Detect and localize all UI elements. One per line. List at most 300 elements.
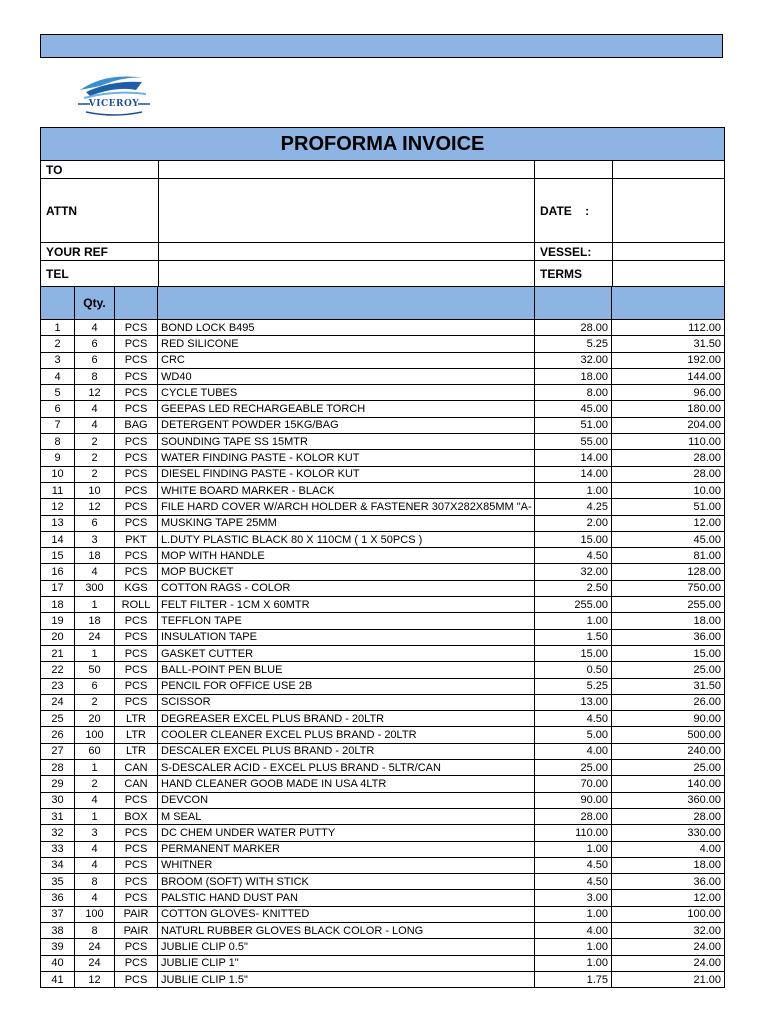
table-row bbox=[41, 352, 725, 368]
item-unit: PCS bbox=[115, 515, 158, 531]
item-description: TEFFLON TAPE bbox=[158, 613, 535, 629]
item-total: 128.00 bbox=[612, 564, 725, 580]
item-unit-price: 4.50 bbox=[535, 711, 612, 727]
item-total: 28.00 bbox=[612, 450, 725, 466]
table-row bbox=[41, 368, 725, 384]
item-number: 10 bbox=[41, 466, 75, 482]
item-total: 81.00 bbox=[612, 548, 725, 564]
item-description: PERMANENT MARKER bbox=[158, 841, 535, 857]
date-label: DATE : bbox=[535, 179, 613, 243]
item-qty: 8 bbox=[75, 874, 115, 890]
item-number: 27 bbox=[41, 743, 75, 759]
item-unit-price: 32.00 bbox=[535, 352, 612, 368]
item-unit: PCS bbox=[115, 385, 158, 401]
item-total: 45.00 bbox=[612, 531, 725, 547]
item-qty: 6 bbox=[75, 678, 115, 694]
item-total: 255.00 bbox=[612, 597, 725, 613]
item-unit-price: 0.50 bbox=[535, 662, 612, 678]
item-description: SCISSOR bbox=[158, 694, 535, 710]
item-description: RED SILICONE bbox=[158, 336, 535, 352]
item-description: MOP BUCKET bbox=[158, 564, 535, 580]
table-row bbox=[41, 564, 725, 580]
table-row bbox=[41, 760, 725, 776]
item-unit-price: 55.00 bbox=[535, 434, 612, 450]
item-unit: PCS bbox=[115, 466, 158, 482]
item-qty: 50 bbox=[75, 662, 115, 678]
item-total: 750.00 bbox=[612, 580, 725, 596]
col-price-header bbox=[535, 287, 612, 320]
item-unit-price: 70.00 bbox=[535, 776, 612, 792]
items-table bbox=[40, 286, 725, 988]
your-ref-label: YOUR REF bbox=[41, 243, 159, 261]
item-total: 204.00 bbox=[612, 417, 725, 433]
item-unit: PCS bbox=[115, 629, 158, 645]
item-total: 31.50 bbox=[612, 678, 725, 694]
tel-label: TEL bbox=[41, 261, 159, 288]
item-unit: PCS bbox=[115, 564, 158, 580]
item-unit-price: 18.00 bbox=[535, 368, 612, 384]
item-unit: PCS bbox=[115, 792, 158, 808]
item-unit-price: 1.00 bbox=[535, 955, 612, 971]
item-number: 17 bbox=[41, 580, 75, 596]
item-unit-price: 1.50 bbox=[535, 629, 612, 645]
table-row bbox=[41, 727, 725, 743]
item-number: 23 bbox=[41, 678, 75, 694]
item-qty: 6 bbox=[75, 336, 115, 352]
item-qty: 1 bbox=[75, 645, 115, 661]
item-total: 4.00 bbox=[612, 841, 725, 857]
tel-value bbox=[159, 261, 535, 288]
item-number: 28 bbox=[41, 760, 75, 776]
item-qty: 24 bbox=[75, 955, 115, 971]
item-qty: 3 bbox=[75, 825, 115, 841]
to-label: TO bbox=[41, 161, 159, 179]
item-unit: PCS bbox=[115, 678, 158, 694]
item-unit-price: 1.00 bbox=[535, 906, 612, 922]
item-description: INSULATION TAPE bbox=[158, 629, 535, 645]
item-unit-price: 25.00 bbox=[535, 760, 612, 776]
table-row bbox=[41, 955, 725, 971]
item-number: 8 bbox=[41, 434, 75, 450]
date-value bbox=[613, 179, 725, 243]
invoice-header-table bbox=[40, 127, 725, 288]
item-qty: 4 bbox=[75, 890, 115, 906]
item-unit-price: 3.00 bbox=[535, 890, 612, 906]
item-unit-price: 45.00 bbox=[535, 401, 612, 417]
item-unit: PCS bbox=[115, 857, 158, 873]
table-row bbox=[41, 645, 725, 661]
item-qty: 100 bbox=[75, 906, 115, 922]
item-qty: 4 bbox=[75, 792, 115, 808]
item-number: 19 bbox=[41, 613, 75, 629]
item-unit: PCS bbox=[115, 352, 158, 368]
item-total: 51.00 bbox=[612, 499, 725, 515]
item-unit-price: 4.50 bbox=[535, 548, 612, 564]
item-unit: PCS bbox=[115, 694, 158, 710]
item-number: 5 bbox=[41, 385, 75, 401]
item-qty: 24 bbox=[75, 629, 115, 645]
item-unit: PCS bbox=[115, 874, 158, 890]
item-qty: 1 bbox=[75, 808, 115, 824]
logo-text: VICEROY bbox=[88, 99, 140, 109]
item-unit: BOX bbox=[115, 808, 158, 824]
table-row bbox=[41, 385, 725, 401]
item-total: 110.00 bbox=[612, 434, 725, 450]
item-description: DEGREASER EXCEL PLUS BRAND - 20LTR bbox=[158, 711, 535, 727]
item-unit-price: 32.00 bbox=[535, 564, 612, 580]
item-qty: 18 bbox=[75, 613, 115, 629]
item-unit-price: 15.00 bbox=[535, 531, 612, 547]
item-unit-price: 1.00 bbox=[535, 939, 612, 955]
item-unit: PCS bbox=[115, 939, 158, 955]
item-total: 36.00 bbox=[612, 629, 725, 645]
table-row bbox=[41, 417, 725, 433]
table-row bbox=[41, 792, 725, 808]
item-qty: 4 bbox=[75, 564, 115, 580]
col-qty-header: Qty. bbox=[75, 287, 115, 320]
col-unit-header bbox=[115, 287, 158, 320]
item-unit: LTR bbox=[115, 711, 158, 727]
table-row bbox=[41, 336, 725, 352]
item-description: MUSKING TAPE 25MM bbox=[158, 515, 535, 531]
item-unit-price: 28.00 bbox=[535, 320, 612, 336]
item-unit-price: 2.00 bbox=[535, 515, 612, 531]
item-unit-price: 5.25 bbox=[535, 678, 612, 694]
item-unit: PAIR bbox=[115, 906, 158, 922]
item-unit: PCS bbox=[115, 825, 158, 841]
item-description: COOLER CLEANER EXCEL PLUS BRAND - 20LTR bbox=[158, 727, 535, 743]
item-number: 35 bbox=[41, 874, 75, 890]
item-description: WHITE BOARD MARKER - BLACK bbox=[158, 482, 535, 498]
item-qty: 20 bbox=[75, 711, 115, 727]
table-row bbox=[41, 613, 725, 629]
item-description: PALSTIC HAND DUST PAN bbox=[158, 890, 535, 906]
item-total: 12.00 bbox=[612, 515, 725, 531]
item-qty: 4 bbox=[75, 857, 115, 873]
table-row bbox=[41, 548, 725, 564]
table-row bbox=[41, 662, 725, 678]
table-row bbox=[41, 857, 725, 873]
table-row bbox=[41, 531, 725, 547]
item-qty: 2 bbox=[75, 466, 115, 482]
item-unit-price: 90.00 bbox=[535, 792, 612, 808]
item-description: CYCLE TUBES bbox=[158, 385, 535, 401]
table-row bbox=[41, 825, 725, 841]
table-row bbox=[41, 401, 725, 417]
item-total: 24.00 bbox=[612, 939, 725, 955]
item-unit-price: 4.00 bbox=[535, 743, 612, 759]
attn-label: ATTN bbox=[41, 179, 159, 243]
item-unit: PAIR bbox=[115, 922, 158, 938]
table-row bbox=[41, 743, 725, 759]
item-qty: 12 bbox=[75, 385, 115, 401]
item-number: 41 bbox=[41, 971, 75, 987]
item-description: FELT FILTER - 1CM X 60MTR bbox=[158, 597, 535, 613]
item-unit-price: 28.00 bbox=[535, 808, 612, 824]
item-total: 90.00 bbox=[612, 711, 725, 727]
table-row bbox=[41, 939, 725, 955]
vessel-value bbox=[613, 243, 725, 261]
item-total: 96.00 bbox=[612, 385, 725, 401]
column-header-row bbox=[41, 287, 725, 320]
item-unit: PCS bbox=[115, 368, 158, 384]
item-description: WHITNER bbox=[158, 857, 535, 873]
item-qty: 3 bbox=[75, 531, 115, 547]
item-number: 3 bbox=[41, 352, 75, 368]
item-description: BALL-POINT PEN BLUE bbox=[158, 662, 535, 678]
table-row bbox=[41, 711, 725, 727]
top-banner bbox=[40, 34, 723, 58]
ship-logo-icon bbox=[76, 68, 152, 122]
item-qty: 12 bbox=[75, 971, 115, 987]
item-total: 24.00 bbox=[612, 955, 725, 971]
item-number: 11 bbox=[41, 482, 75, 498]
item-number: 29 bbox=[41, 776, 75, 792]
item-unit: PCS bbox=[115, 499, 158, 515]
item-description: DETERGENT POWDER 15KG/BAG bbox=[158, 417, 535, 433]
item-number: 30 bbox=[41, 792, 75, 808]
item-number: 4 bbox=[41, 368, 75, 384]
attn-value bbox=[159, 179, 535, 243]
item-unit-price: 13.00 bbox=[535, 694, 612, 710]
item-total: 25.00 bbox=[612, 760, 725, 776]
item-unit: PCS bbox=[115, 434, 158, 450]
item-qty: 8 bbox=[75, 368, 115, 384]
item-total: 18.00 bbox=[612, 857, 725, 873]
item-number: 36 bbox=[41, 890, 75, 906]
item-total: 330.00 bbox=[612, 825, 725, 841]
item-number: 22 bbox=[41, 662, 75, 678]
item-description: DESCALER EXCEL PLUS BRAND - 20LTR bbox=[158, 743, 535, 759]
item-qty: 2 bbox=[75, 776, 115, 792]
item-unit: LTR bbox=[115, 743, 158, 759]
item-unit-price: 1.00 bbox=[535, 841, 612, 857]
table-row bbox=[41, 841, 725, 857]
item-total: 26.00 bbox=[612, 694, 725, 710]
item-qty: 4 bbox=[75, 841, 115, 857]
item-qty: 1 bbox=[75, 597, 115, 613]
item-description: WATER FINDING PASTE - KOLOR KUT bbox=[158, 450, 535, 466]
table-row bbox=[41, 890, 725, 906]
item-description: S-DESCALER ACID - EXCEL PLUS BRAND - 5LTR/CAN bbox=[158, 760, 535, 776]
item-unit-price: 1.00 bbox=[535, 613, 612, 629]
item-description: HAND CLEANER GOOB MADE IN USA 4LTR bbox=[158, 776, 535, 792]
table-row bbox=[41, 776, 725, 792]
item-number: 39 bbox=[41, 939, 75, 955]
item-total: 18.00 bbox=[612, 613, 725, 629]
invoice-title: PROFORMA INVOICE bbox=[41, 128, 725, 161]
item-unit-price: 4.50 bbox=[535, 874, 612, 890]
item-description: BOND LOCK B495 bbox=[158, 320, 535, 336]
item-total: 144.00 bbox=[612, 368, 725, 384]
table-row bbox=[41, 971, 725, 987]
viceroy-logo bbox=[76, 68, 152, 122]
item-qty: 8 bbox=[75, 922, 115, 938]
item-qty: 2 bbox=[75, 450, 115, 466]
item-number: 6 bbox=[41, 401, 75, 417]
item-number: 13 bbox=[41, 515, 75, 531]
item-unit-price: 110.00 bbox=[535, 825, 612, 841]
terms-value bbox=[613, 261, 725, 288]
item-qty: 1 bbox=[75, 760, 115, 776]
item-number: 25 bbox=[41, 711, 75, 727]
item-total: 360.00 bbox=[612, 792, 725, 808]
item-description: M SEAL bbox=[158, 808, 535, 824]
vessel-label: VESSEL: bbox=[535, 243, 613, 261]
col-desc-header bbox=[158, 287, 535, 320]
item-total: 240.00 bbox=[612, 743, 725, 759]
item-qty: 10 bbox=[75, 482, 115, 498]
item-number: 7 bbox=[41, 417, 75, 433]
item-unit-price: 4.00 bbox=[535, 922, 612, 938]
item-unit: ROLL bbox=[115, 597, 158, 613]
item-qty: 18 bbox=[75, 548, 115, 564]
table-row bbox=[41, 808, 725, 824]
item-qty: 4 bbox=[75, 401, 115, 417]
table-row bbox=[41, 499, 725, 515]
item-unit-price: 5.25 bbox=[535, 336, 612, 352]
to-value bbox=[159, 161, 535, 179]
item-total: 28.00 bbox=[612, 808, 725, 824]
table-row bbox=[41, 434, 725, 450]
item-unit: PCS bbox=[115, 645, 158, 661]
item-total: 500.00 bbox=[612, 727, 725, 743]
item-unit-price: 1.00 bbox=[535, 482, 612, 498]
item-description: BROOM (SOFT) WITH STICK bbox=[158, 874, 535, 890]
item-unit-price: 5.00 bbox=[535, 727, 612, 743]
item-description: JUBLIE CLIP 1" bbox=[158, 955, 535, 971]
item-total: 100.00 bbox=[612, 906, 725, 922]
item-unit-price: 14.00 bbox=[535, 450, 612, 466]
item-qty: 12 bbox=[75, 499, 115, 515]
item-unit: PCS bbox=[115, 890, 158, 906]
table-row bbox=[41, 320, 725, 336]
item-unit: PCS bbox=[115, 662, 158, 678]
item-unit: KGS bbox=[115, 580, 158, 596]
terms-label: TERMS bbox=[535, 261, 613, 288]
item-qty: 6 bbox=[75, 352, 115, 368]
item-unit-price: 51.00 bbox=[535, 417, 612, 433]
item-total: 12.00 bbox=[612, 890, 725, 906]
item-description: DIESEL FINDING PASTE - KOLOR KUT bbox=[158, 466, 535, 482]
item-description: COTTON RAGS - COLOR bbox=[158, 580, 535, 596]
table-row bbox=[41, 597, 725, 613]
blank-value bbox=[613, 161, 725, 179]
item-description: FILE HARD COVER W/ARCH HOLDER & FASTENER 307X282X85MM "A- bbox=[158, 499, 535, 515]
item-description: DC CHEM UNDER WATER PUTTY bbox=[158, 825, 535, 841]
item-unit: PCS bbox=[115, 482, 158, 498]
item-unit-price: 1.75 bbox=[535, 971, 612, 987]
item-unit: CAN bbox=[115, 776, 158, 792]
item-qty: 24 bbox=[75, 939, 115, 955]
item-unit: PCS bbox=[115, 450, 158, 466]
item-description: L.DUTY PLASTIC BLACK 80 X 110CM ( 1 X 50PCS ) bbox=[158, 531, 535, 547]
item-number: 9 bbox=[41, 450, 75, 466]
item-number: 34 bbox=[41, 857, 75, 873]
col-no-header bbox=[41, 287, 75, 320]
table-row bbox=[41, 922, 725, 938]
item-total: 15.00 bbox=[612, 645, 725, 661]
item-description: SOUNDING TAPE SS 15MTR bbox=[158, 434, 535, 450]
item-unit-price: 4.50 bbox=[535, 857, 612, 873]
item-qty: 6 bbox=[75, 515, 115, 531]
item-number: 32 bbox=[41, 825, 75, 841]
item-unit-price: 8.00 bbox=[535, 385, 612, 401]
item-number: 15 bbox=[41, 548, 75, 564]
item-description: CRC bbox=[158, 352, 535, 368]
item-unit: PCS bbox=[115, 320, 158, 336]
item-total: 140.00 bbox=[612, 776, 725, 792]
item-unit: CAN bbox=[115, 760, 158, 776]
item-number: 2 bbox=[41, 336, 75, 352]
item-number: 16 bbox=[41, 564, 75, 580]
your-ref-value bbox=[159, 243, 535, 261]
item-unit: PCS bbox=[115, 613, 158, 629]
item-total: 36.00 bbox=[612, 874, 725, 890]
table-row bbox=[41, 515, 725, 531]
item-qty: 2 bbox=[75, 434, 115, 450]
item-qty: 2 bbox=[75, 694, 115, 710]
blank-label bbox=[535, 161, 613, 179]
item-number: 26 bbox=[41, 727, 75, 743]
item-total: 192.00 bbox=[612, 352, 725, 368]
item-total: 21.00 bbox=[612, 971, 725, 987]
item-unit-price: 255.00 bbox=[535, 597, 612, 613]
table-row bbox=[41, 450, 725, 466]
item-unit: BAG bbox=[115, 417, 158, 433]
item-qty: 4 bbox=[75, 320, 115, 336]
item-number: 38 bbox=[41, 922, 75, 938]
item-total: 28.00 bbox=[612, 466, 725, 482]
item-description: DEVCON bbox=[158, 792, 535, 808]
item-total: 31.50 bbox=[612, 336, 725, 352]
table-row bbox=[41, 629, 725, 645]
item-total: 32.00 bbox=[612, 922, 725, 938]
item-unit: PCS bbox=[115, 548, 158, 564]
item-unit: LTR bbox=[115, 727, 158, 743]
item-unit: PCS bbox=[115, 336, 158, 352]
item-number: 12 bbox=[41, 499, 75, 515]
table-row bbox=[41, 482, 725, 498]
item-number: 14 bbox=[41, 531, 75, 547]
item-number: 1 bbox=[41, 320, 75, 336]
item-total: 25.00 bbox=[612, 662, 725, 678]
item-description: COTTON GLOVES- KNITTED bbox=[158, 906, 535, 922]
item-qty: 300 bbox=[75, 580, 115, 596]
item-number: 40 bbox=[41, 955, 75, 971]
item-qty: 60 bbox=[75, 743, 115, 759]
table-row bbox=[41, 694, 725, 710]
item-description: WD40 bbox=[158, 368, 535, 384]
item-description: JUBLIE CLIP 1.5" bbox=[158, 971, 535, 987]
item-unit-price: 4.25 bbox=[535, 499, 612, 515]
item-number: 24 bbox=[41, 694, 75, 710]
item-description: GEEPAS LED RECHARGEABLE TORCH bbox=[158, 401, 535, 417]
item-unit-price: 15.00 bbox=[535, 645, 612, 661]
item-unit: PCS bbox=[115, 971, 158, 987]
item-total: 10.00 bbox=[612, 482, 725, 498]
table-row bbox=[41, 874, 725, 890]
item-unit: PCS bbox=[115, 841, 158, 857]
item-description: MOP WITH HANDLE bbox=[158, 548, 535, 564]
table-row bbox=[41, 678, 725, 694]
item-qty: 4 bbox=[75, 417, 115, 433]
item-number: 31 bbox=[41, 808, 75, 824]
item-number: 20 bbox=[41, 629, 75, 645]
table-row bbox=[41, 906, 725, 922]
col-total-header bbox=[612, 287, 725, 320]
item-total: 180.00 bbox=[612, 401, 725, 417]
